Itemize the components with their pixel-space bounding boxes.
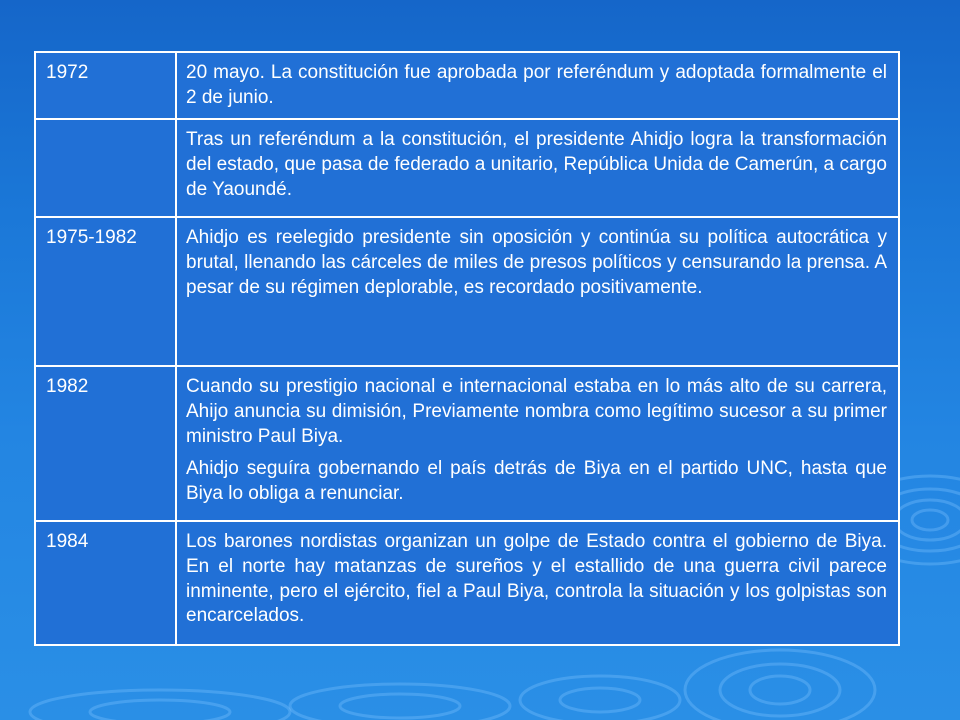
table-row: [35, 366, 899, 521]
event-text: Cuando su prestigio nacional e internacional estaba en lo más alto de su carrera, Ahijo anuncia su dimisión, Previamente nombra como legítimo sucesor a su primer ministro Paul Biya.: [186, 376, 887, 447]
table-row: [35, 521, 899, 645]
event-cell: [176, 119, 899, 217]
year-cell: 1982: [35, 366, 176, 521]
timeline-table: [34, 51, 900, 646]
year-cell: 1975-1982: [35, 217, 176, 366]
year-cell: 1984: [35, 521, 176, 645]
event-text: Los barones nordistas organizan un golpe de Estado contra el gobierno de Biya. En el norte hay matanzas de sureños y el estallido de una guerra civil parece inminente, pero el ejército, fiel a Paul Biya, controla la situación y los golpistas son encarcelados.: [186, 531, 887, 627]
event-cell: [176, 52, 899, 119]
event-cell: [176, 366, 899, 521]
year-cell: [35, 119, 176, 217]
event-cell: [176, 521, 899, 645]
event-cell: [176, 217, 899, 366]
event-text: Ahidjo seguíra gobernando el país detrás de Biya en el partido UNC, hasta que Biya lo obliga a renunciar.: [186, 458, 887, 505]
table-row: [35, 52, 899, 119]
event-text: Tras un referéndum a la constitución, el presidente Ahidjo logra la transformación del estado, que pasa de federado a unitario, República Unida de Camerún, a cargo de Yaoundé.: [186, 129, 887, 200]
event-text: Ahidjo es reelegido presidente sin oposición y continúa su política autocrática y brutal, llenando las cárceles de miles de presos políticos y censurando la prensa. A pesar de su régimen deplorable, es recordado positivamente.: [186, 227, 887, 298]
event-text: 20 mayo. La constitución fue aprobada por referéndum y adoptada formalmente el 2 de junio.: [186, 62, 887, 108]
table-row: [35, 217, 899, 366]
year-cell: 1972: [35, 52, 176, 119]
table-row: [35, 119, 899, 217]
